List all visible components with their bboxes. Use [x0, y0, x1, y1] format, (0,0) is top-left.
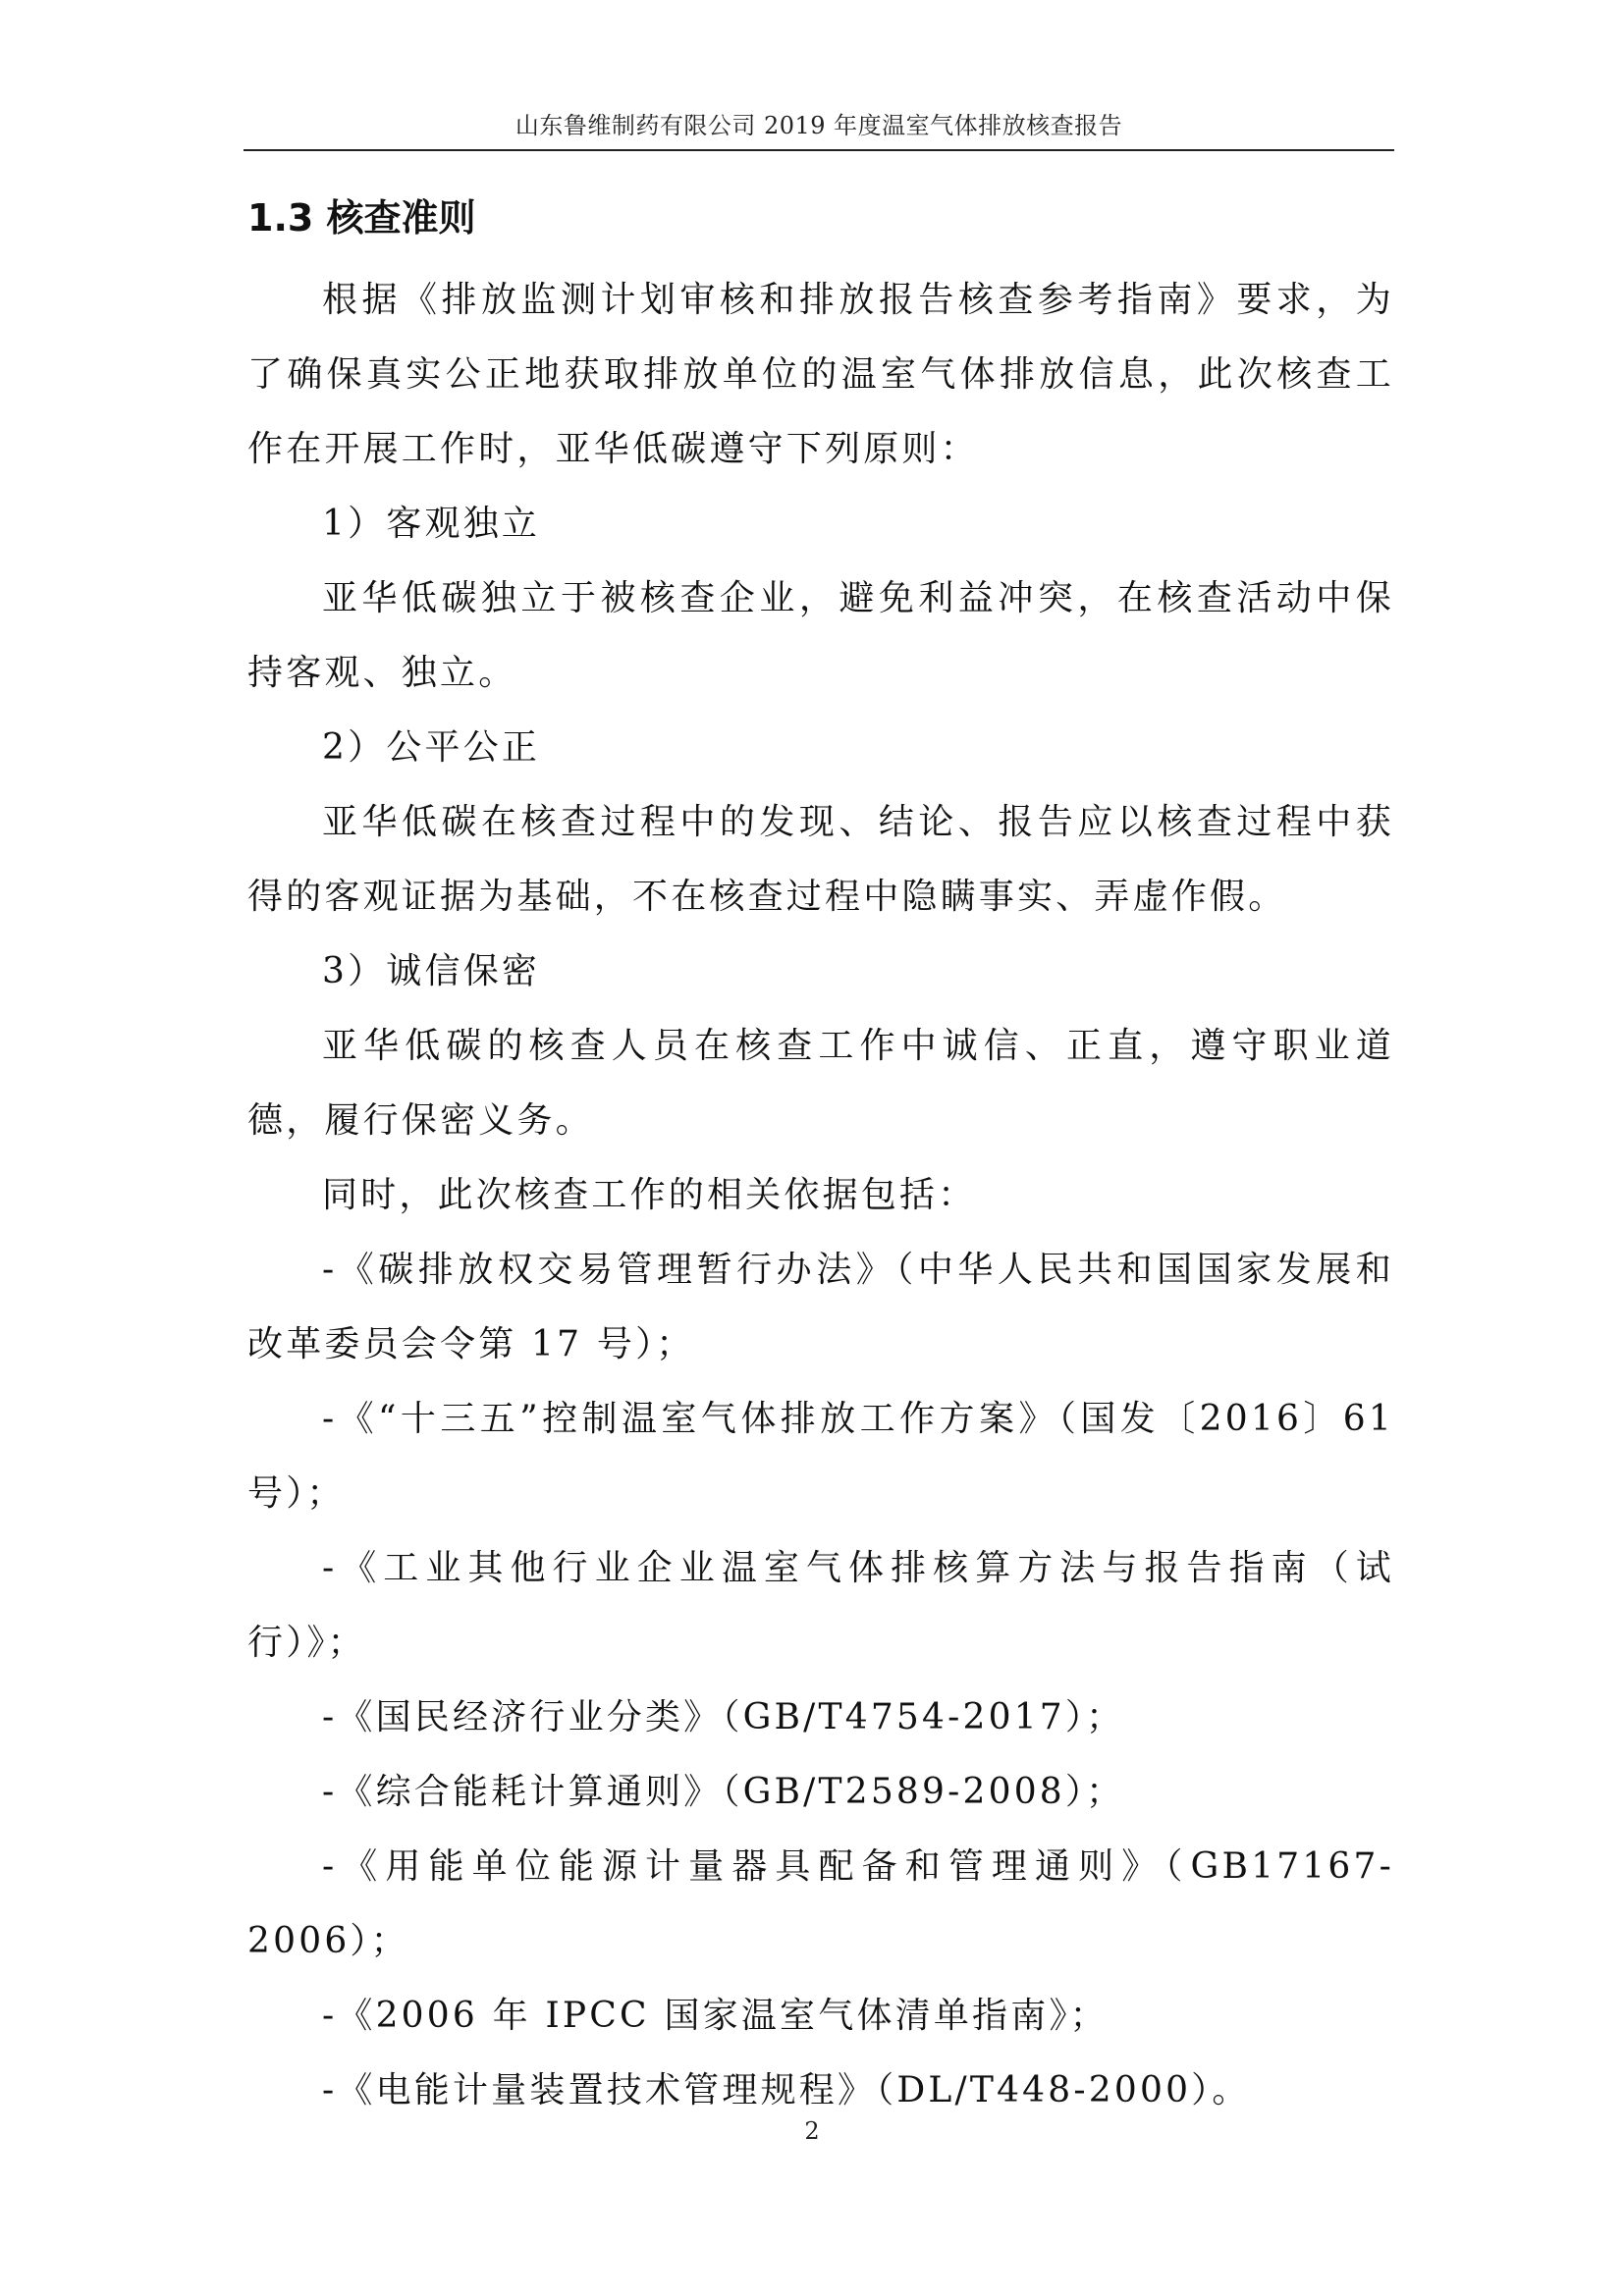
reference-item: -《综合能耗计算通则》（GB/T2589-2008）； — [322, 1772, 1125, 1812]
page-number: 2 — [804, 2117, 820, 2145]
principle-title-3: 3）诚信保密 — [322, 951, 541, 991]
header-title: 山东鲁维制药有限公司 2019 年度温室气体排放核查报告 — [514, 112, 1123, 139]
reference-list — [247, 1233, 1394, 2128]
reference-item: -《电能计量装置技术管理规程》（DL/T448-2000）。 — [322, 2070, 1251, 2110]
basis-intro: 同时，此次核查工作的相关依据包括： — [322, 1175, 977, 1215]
reference-item: -《“十三五”控制温室气体排放工作方案》（国发〔2016〕61 号）； — [247, 1399, 1394, 1514]
document-body — [247, 192, 1394, 2128]
principle-title-2: 2）公平公正 — [322, 727, 541, 768]
reference-item: -《用能单位能源计量器具配备和管理通则》（GB17167-2006）； — [247, 1846, 1394, 1961]
principle-title-1: 1）客观独立 — [322, 504, 541, 544]
reference-item: -《2006 年 IPCC 国家温室气体清单指南》； — [322, 1996, 1109, 2036]
principle-text-2: 亚华低碳在核查过程中的发现、结论、报告应以核查过程中获得的客观证据为基础，不在核查过程中隐瞒事实、弄虚作假。 — [247, 802, 1394, 917]
principle-text-3: 亚华低碳的核查人员在核查工作中诚信、正直，遵守职业道德，履行保密义务。 — [247, 1026, 1394, 1141]
section-heading: 1.3 核查准则 — [247, 196, 476, 240]
reference-item: -《工业其他行业企业温室气体排核算方法与报告指南（试行）》； — [247, 1548, 1394, 1663]
intro-paragraph: 根据《排放监测计划审核和排放报告核查参考指南》要求，为了确保真实公正地获取排放单位的温室气体排放信息，此次核查工作在开展工作时，亚华低碳遵守下列原则： — [247, 280, 1394, 469]
principle-text-1: 亚华低碳独立于被核查企业，避免利益冲突，在核查活动中保持客观、独立。 — [247, 578, 1394, 693]
reference-item: -《国民经济行业分类》（GB/T4754-2017）； — [322, 1697, 1125, 1737]
reference-item: -《碳排放权交易管理暂行办法》（中华人民共和国国家发展和改革委员会令第 17 号）； — [247, 1250, 1394, 1364]
page-header — [244, 110, 1394, 151]
